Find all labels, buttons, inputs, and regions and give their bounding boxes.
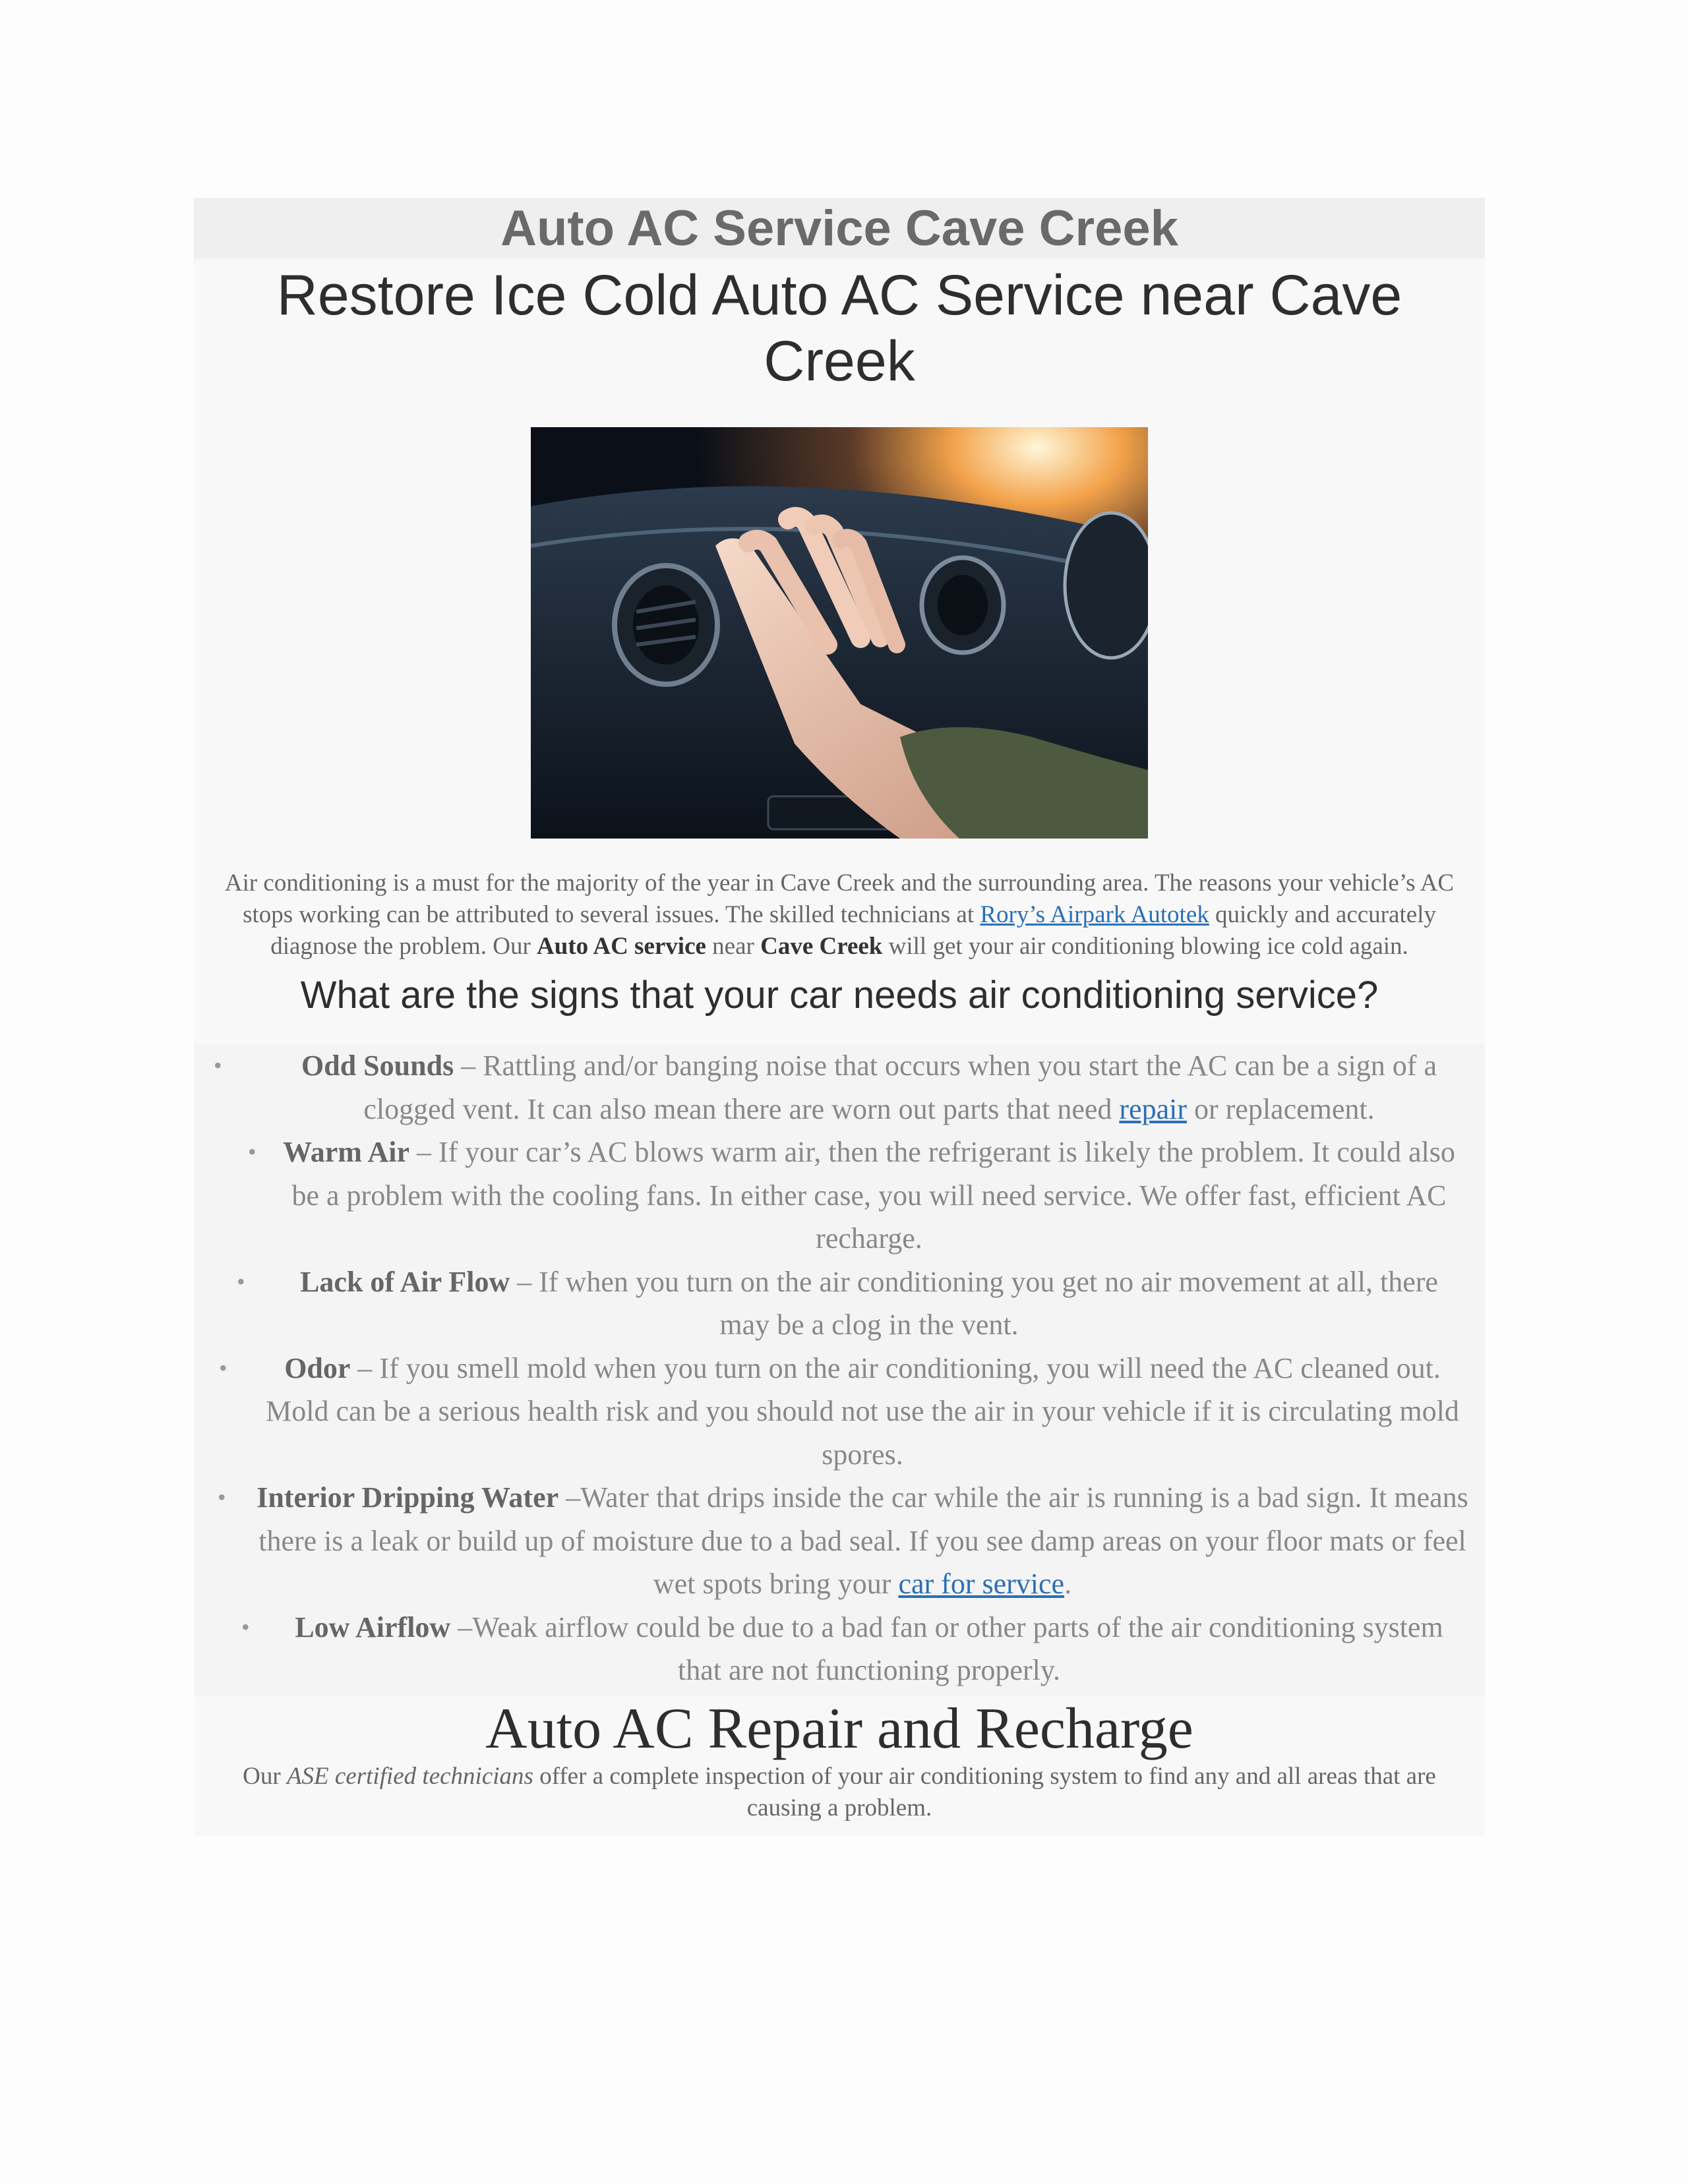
signs-heading: What are the signs that your car needs air conditioning service? xyxy=(300,974,1379,1017)
sign-text-after: . xyxy=(1064,1568,1072,1600)
sign-title: Lack of Air Flow xyxy=(300,1265,510,1298)
intro-text-1: Air conditioning is a must for the majority of the year in Cave Creek and the surrounding area. The reasons your vehicle’s AC stops working can be attributed to several issues. The skilled technicians at xyxy=(224,870,1455,928)
intro-text-3: near xyxy=(706,933,761,960)
signs-list xyxy=(194,1044,1485,1696)
page-content xyxy=(194,198,1485,1836)
sign-title: Low Airflow xyxy=(295,1610,451,1643)
intro-bold-service: Auto AC service xyxy=(537,933,706,960)
list-item xyxy=(194,1606,1485,1692)
sign-title: Odor xyxy=(284,1351,351,1384)
list-item xyxy=(194,1131,1485,1260)
sign-title: Interior Dripping Water xyxy=(256,1481,559,1514)
outro-italic: ASE certified technicians xyxy=(286,1762,533,1790)
bullet-icon: • xyxy=(241,1613,250,1640)
sign-text: –Water that drips inside the car while the air is running is a bad sign. It means there is a leak or build up of moisture due to a bad seal. If you see damp areas on your floor mats or feel wet spots bring your xyxy=(258,1481,1468,1600)
sign-text-after: or replacement. xyxy=(1186,1092,1375,1125)
intro-bold-location: Cave Creek xyxy=(760,933,883,960)
bullet-icon: • xyxy=(248,1138,256,1165)
sign-text: – Rattling and/or banging noise that occurs when you start the AC can be a sign of a clogged vent. It can also mean there are worn out parts that need xyxy=(363,1049,1437,1125)
outro-paragraph xyxy=(207,1761,1472,1836)
car-for-service-link[interactable]: car for service xyxy=(898,1568,1065,1600)
bullet-icon: • xyxy=(214,1052,222,1078)
list-item xyxy=(194,1044,1485,1131)
intro-text-4: will get your air conditioning blowing ice cold again. xyxy=(882,933,1408,960)
page-subtitle: Restore Ice Cold Auto AC Service near Cave Creek xyxy=(276,264,1402,393)
bullet-icon: • xyxy=(237,1268,245,1295)
repair-link[interactable]: repair xyxy=(1119,1092,1187,1125)
list-item xyxy=(194,1347,1485,1477)
sign-text: –Weak airflow could be due to a bad fan or other parts of the air conditioning system that are not functioning properly. xyxy=(450,1610,1443,1686)
outro-text-2: offer a complete inspection of your air conditioning system to find any and all areas that are causing a problem. xyxy=(533,1762,1436,1821)
car-ac-vent-photo xyxy=(531,427,1148,839)
sign-text: – If when you turn on the air conditioning you get no air movement at all, there may be a clog in the vent. xyxy=(510,1265,1438,1341)
intro-text-2: quickly and accurately diagnose the problem. Our xyxy=(270,901,1436,960)
sign-text: – If your car’s AC blows warm air, then the refrigerant is likely the problem. It could also be a problem with the cooling fans. In either case, you will need service. We offer fast, efficient AC recharge. xyxy=(291,1136,1455,1254)
list-item xyxy=(194,1476,1485,1606)
outro-text-1: Our xyxy=(243,1762,287,1790)
repair-heading: Auto AC Repair and Recharge xyxy=(485,1696,1193,1761)
sign-text: – If you smell mold when you turn on the air conditioning, you will need the AC cleaned out. Mold can be a serious health risk and you should not use the air in your vehicle if it is circulating mold spores. xyxy=(266,1351,1459,1471)
rorys-airpark-autotek-link[interactable]: Rory’s Airpark Autotek xyxy=(980,901,1209,928)
list-item xyxy=(194,1260,1485,1347)
bullet-icon: • xyxy=(218,1484,226,1510)
page-title: Auto AC Service Cave Creek xyxy=(194,198,1485,258)
bullet-icon: • xyxy=(219,1354,227,1381)
intro-paragraph xyxy=(220,868,1459,962)
sign-title: Warm Air xyxy=(283,1136,409,1168)
sign-title: Odd Sounds xyxy=(301,1049,454,1082)
